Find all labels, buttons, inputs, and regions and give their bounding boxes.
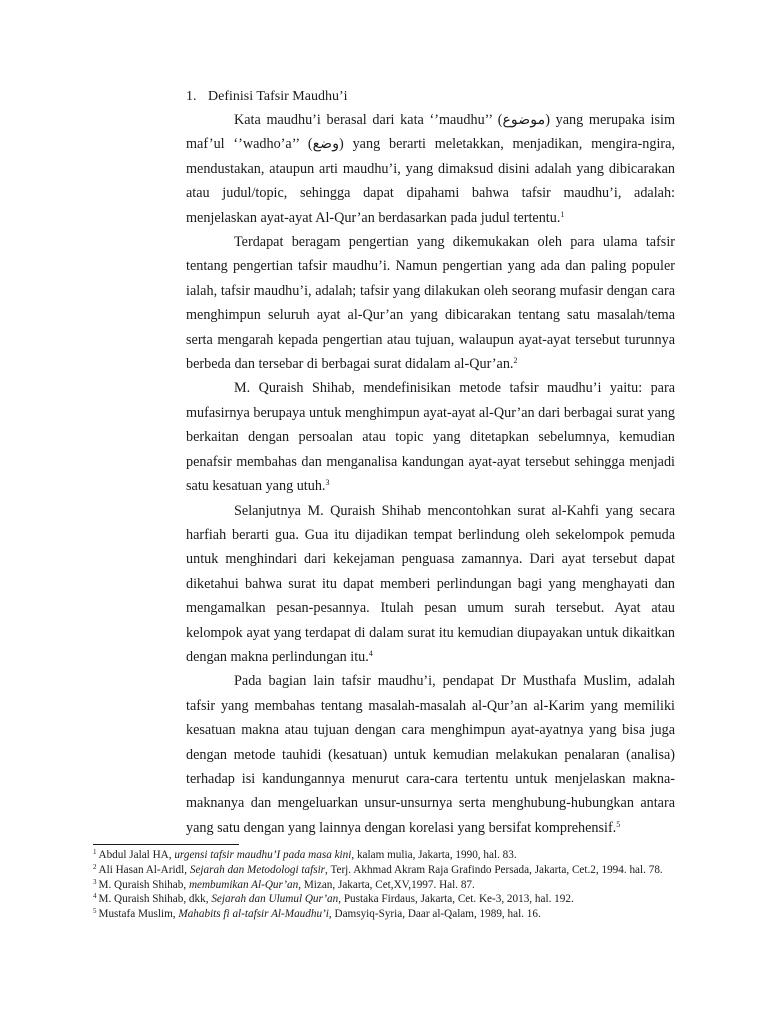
footnote-number: 3 bbox=[93, 877, 97, 886]
paragraph-text: M. Quraish Shihab, mendefinisikan metode tafsir maudhu’i yaitu: para mufasirnya berupaya untuk menghimpun ayat-ayat al-Qur’an dari berbagai surat yang berkaitan dengan persoalan atau topic yang ditetapkan sebelumnya, kemudian penafsir membahas dan menganalisa kandungan ayat-ayat tersebut sehingga menjadi satu kesatuan yang utuh. bbox=[186, 380, 675, 495]
footnote bbox=[93, 848, 673, 863]
footnote-author: Ali Hasan Al-Aridl, bbox=[98, 863, 190, 876]
footnote-author: M. Quraish Shihab, bbox=[98, 878, 189, 891]
footnote-number: 2 bbox=[93, 862, 97, 871]
footnote-publication: , Mizan, Jakarta, Cet,XV,1997. Hal. 87. bbox=[298, 878, 475, 891]
paragraph-text: Pada bagian lain tafsir maudhu’i, pendapat Dr Musthafa Muslim, adalah tafsir yang membahas tentang masalah-masalah al-Qur’an al-Karim yang memiliki kesatuan makna atau tujuan dengan cara menghimpun ayat-ayatnya yang bisa juga dengan metode tauhidi (kesatuan) untuk kemudian melakukan penalaran (analisa) terhadap isi kandungannya menurut cara-cara tertentu untuk menjelaskan makna-maknanya dan mengeluarkan unsur-unsurnya serta menghubung-hubungkan antara yang satu dengan yang lainnya dengan korelasi yang bersifat komprehensif. bbox=[186, 673, 675, 836]
footnote-publication: , Pustaka Firdaus, Jakarta, Cet. Ke-3, 2013, hal. 192. bbox=[338, 893, 574, 906]
footnote-publication: , kalam mulia, Jakarta, 1990, hal. 83. bbox=[351, 849, 517, 861]
footnote-number: 5 bbox=[93, 907, 97, 916]
section-title: Definisi Tafsir Maudhu’i bbox=[208, 89, 348, 104]
footnote-publication: , Damsyiq-Syria, Daar al-Qalam, 1989, hal. 16. bbox=[328, 908, 541, 921]
footnote-author: M. Quraish Shihab, dkk, bbox=[98, 893, 212, 906]
footnote-work-title: urgensi tafsir maudhu’I pada masa kini bbox=[174, 849, 352, 861]
footnote-ref: 4 bbox=[368, 648, 373, 658]
footnote-work-title: Sejarah dan Metodologi tafsir bbox=[189, 863, 326, 876]
footnote-number: 1 bbox=[93, 848, 97, 856]
paragraph bbox=[186, 376, 675, 498]
paragraph bbox=[186, 230, 675, 376]
paragraph-text: Kata maudhu’i berasal dari kata ‘’maudhu’’ (موضوع) yang merupaka isim maf’ul ‘’wadho’a’’ (وضع) yang berarti meletakkan, menjadikan, mengira-ngira, mendustakan, ataupun arti maudhu’i, yang dimaksud disini adalah yang dibicarakan atau judul/topic, sehingga dapat dipahami bahwa tafsir maudhu’i, adalah: menjelaskan ayat-ayat Al-Qur’an berdasarkan pada judul tertentu. bbox=[186, 112, 675, 226]
section-number: 1. bbox=[186, 89, 197, 104]
footnote-work-title: membumikan Al-Qur’an bbox=[188, 878, 299, 891]
paragraph bbox=[186, 499, 675, 670]
footnote-work-title: Sejarah dan Ulumul Qur’an bbox=[211, 893, 339, 906]
footnote-ref: 3 bbox=[325, 478, 330, 488]
footnote bbox=[93, 907, 673, 922]
paragraph-text: Terdapat beragam pengertian yang dikemukakan oleh para ulama tafsir tentang pengertian tafsir maudhu’i. Namun pengertian yang ada dan paling populer ialah, tafsir maudhu’i, adalah; tafsir yang dilakukan oleh seorang mufasir dengan cara menghimpun seluruh ayat al-Qur’an yang dibicarakan tentang satu masalah/tema serta mengarah kepada pengertian atau tujuan, walaupun ayat-ayat tersebut turunnya berbeda dan tersebar di berbagai surat didalam al-Qur’an. bbox=[186, 234, 675, 373]
footnote-work-title: Mahabits fi al-tafsir Al-Maudhu’i bbox=[178, 908, 329, 921]
paragraph bbox=[186, 108, 675, 230]
footnote-number: 4 bbox=[93, 892, 97, 901]
paragraph bbox=[186, 669, 675, 840]
body-text bbox=[186, 108, 675, 840]
footnote-ref: 1 bbox=[560, 209, 565, 219]
footnote-separator bbox=[93, 844, 239, 845]
footnote-publication: , Terj. Akhmad Akram Raja Grafindo Persada, Jakarta, Cet.2, 1994. hal. 78. bbox=[325, 863, 663, 876]
footnote-author: Abdul Jalal HA, bbox=[98, 849, 175, 861]
footnote-ref: 2 bbox=[513, 356, 518, 366]
footnote-author: Mustafa Muslim, bbox=[98, 908, 179, 921]
footnote-ref: 5 bbox=[616, 819, 621, 829]
footnotes bbox=[93, 848, 673, 922]
paragraph-text: Selanjutnya M. Quraish Shihab mencontohkan surat al-Kahfi yang secara harfiah berarti gua. Gua itu dijadikan tempat berlindung oleh sekelompok pemuda untuk menghindari dari kekejaman penguasa zamannya. Dari ayat tersebut dapat diketahui bahwa surat itu dapat memberi perlindungan bagi yang menghayati dan mengamalkan pesan-pesannya. Itulah pesan umum surah tersebut. Ayat atau kelompok ayat yang terdapat di dalam surat itu kemudian diupayakan untuk dikaitkan dengan makna perlindungan itu. bbox=[186, 502, 675, 665]
footnote bbox=[93, 892, 673, 907]
section-heading bbox=[186, 87, 348, 107]
footnote bbox=[93, 878, 673, 893]
footnote bbox=[93, 863, 673, 878]
